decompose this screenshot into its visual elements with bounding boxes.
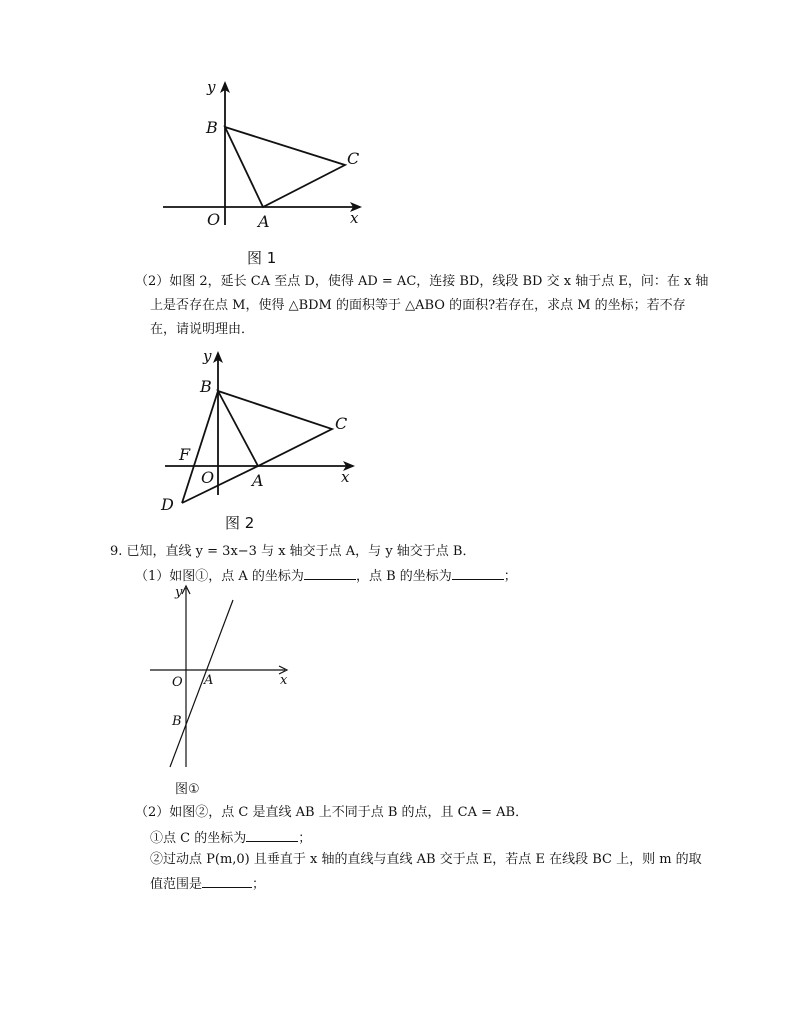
label-b: B xyxy=(200,377,212,396)
label-a: A xyxy=(204,673,214,688)
q1-middle: ，点 B 的坐标为 xyxy=(355,569,452,584)
label-c: C xyxy=(347,149,360,168)
label-o: O xyxy=(201,468,215,487)
problem9-q2-sub2-line1: ②过动点 P(m,0) 且垂直于 x 轴的直线与直线 AB 交于点 E，若点 E 在线段 BC 上，则 m 的取 xyxy=(150,852,702,867)
label-b: B xyxy=(172,714,182,729)
label-b: B xyxy=(206,118,218,137)
problem9-q2: （2）如图②，点 C 是直线 AB 上不同于点 B 的点，且 CA = AB． xyxy=(135,805,529,820)
problem9-q2-sub2-line2 xyxy=(150,874,265,894)
triangle-abc xyxy=(218,391,332,466)
label-f: F xyxy=(179,445,191,464)
label-x: x xyxy=(341,468,350,486)
label-x: x xyxy=(280,673,288,688)
label-y: y xyxy=(203,347,212,365)
sub2-prefix: 值范围是 xyxy=(150,877,203,892)
label-a: A xyxy=(258,212,270,231)
label-o: O xyxy=(207,210,221,229)
figure-1-caption: 图 1 xyxy=(247,249,277,267)
label-y: y xyxy=(207,78,216,96)
part2-line3: 在，请说明理由． xyxy=(150,322,255,337)
part2-line1: （2）如图 2，延长 CA 至点 D，使得 AD = AC，连接 BD，线段 BD 交 x 轴于点 E，问：在 x 轴 xyxy=(135,274,709,289)
label-c: C xyxy=(335,414,348,433)
label-x: x xyxy=(350,209,359,227)
problem9-stem: 9. 已知，直线 y = 3x−3 与 x 轴交于点 A，与 y 轴交于点 B． xyxy=(110,544,476,559)
part2-line2: 上是否存在点 M，使得 △BDM 的面积等于 △ABO 的面积?若存在，求点 M 的坐标；若不存 xyxy=(150,298,686,313)
figure-1 xyxy=(155,75,385,240)
segment-ad xyxy=(182,466,258,503)
figure-2 xyxy=(155,345,365,515)
sub2-suffix: ； xyxy=(252,877,266,892)
q1-prefix: （1）如图①，点 A 的坐标为 xyxy=(135,569,304,584)
triangle-abc xyxy=(225,127,345,207)
label-o: O xyxy=(172,675,183,690)
label-d: D xyxy=(161,495,174,514)
problem9-q2-sub1 xyxy=(150,828,311,848)
figure-circle-1 xyxy=(145,582,305,772)
answer-blank-d[interactable] xyxy=(202,874,252,888)
figure-circle-1-caption: 图① xyxy=(175,782,200,797)
answer-blank-b[interactable] xyxy=(452,566,504,580)
label-a: A xyxy=(252,471,264,490)
label-y: y xyxy=(175,585,183,600)
answer-blank-a[interactable] xyxy=(304,566,356,580)
sub1-suffix: ； xyxy=(298,831,312,846)
q1-suffix: ； xyxy=(503,569,517,584)
sub1-prefix: ①点 C 的坐标为 xyxy=(150,831,247,846)
figure-2-caption: 图 2 xyxy=(225,514,255,532)
answer-blank-c[interactable] xyxy=(246,828,298,842)
